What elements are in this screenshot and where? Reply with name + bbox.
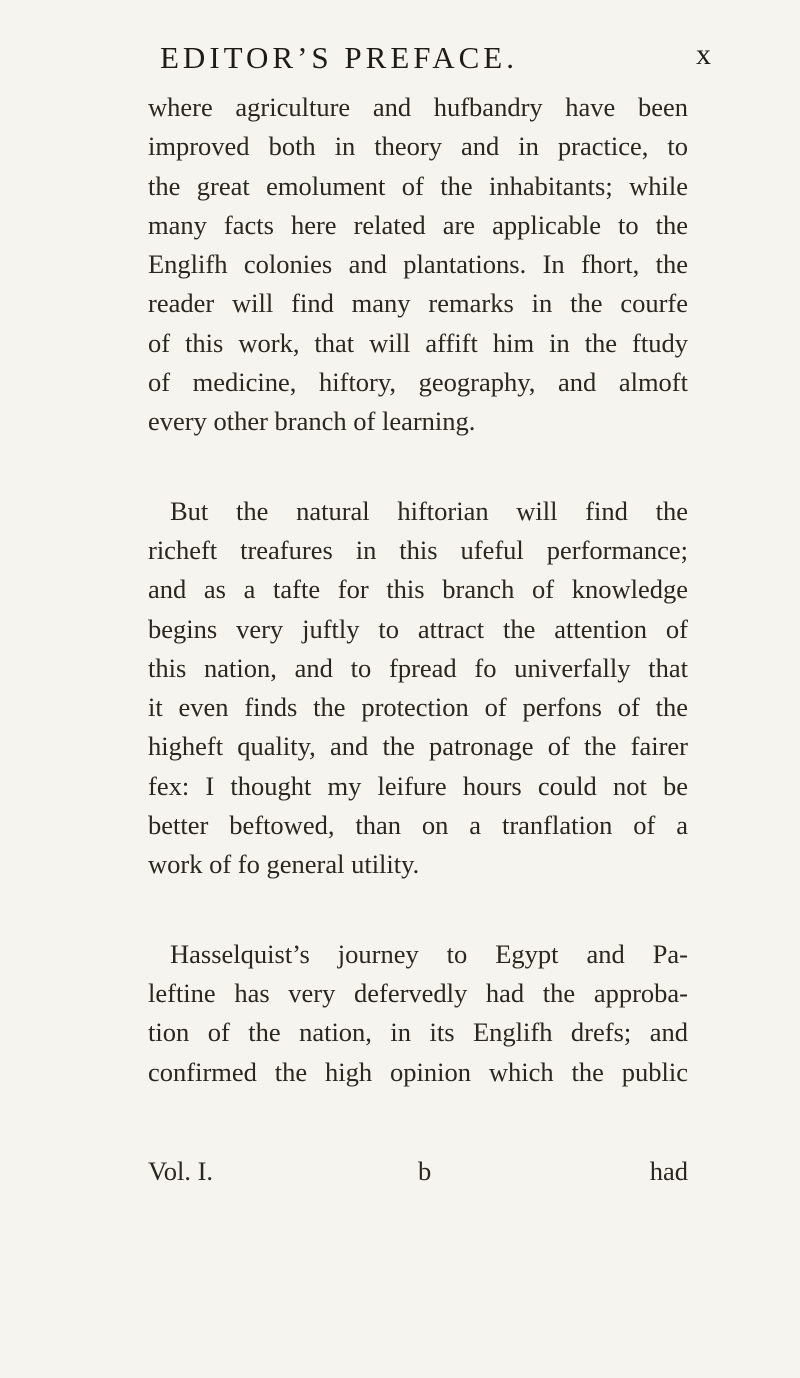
text-line: this nation, and to fpread fo univerfally that: [148, 652, 688, 683]
paragraph-gap: [148, 442, 688, 492]
catchword: had: [649, 1156, 688, 1186]
text-line: many facts here related are applicable to the: [148, 209, 688, 240]
body-text: [148, 88, 688, 1092]
text-line: where agriculture and hufbandry have been: [148, 92, 688, 122]
text-line: fex: I thought my leifure hours could not be: [148, 770, 688, 801]
paragraph-2: [148, 492, 688, 885]
running-head: EDITOR’S PREFACE.: [160, 40, 518, 75]
text-line: better beftowed, than on a tranflation of a: [148, 810, 688, 841]
text-line: higheft quality, and the patronage of the fairer: [148, 731, 688, 762]
text-line: every other branch of learning.: [148, 406, 476, 437]
text-line: But the natural hiftorian will find the: [170, 495, 688, 526]
text-line: reader will find many remarks in the courfe: [148, 288, 688, 319]
signature-mark: b: [418, 1156, 432, 1186]
text-line: it even finds the protection of perfons of the: [148, 692, 688, 723]
text-line: and as a tafte for this branch of knowledge: [148, 574, 688, 605]
paragraph-1: [148, 88, 688, 442]
paragraph-3: [148, 935, 688, 1092]
volume-label: Vol. I.: [148, 1156, 214, 1186]
text-line: leftine has very defervedly had the approba-: [148, 977, 688, 1008]
text-line: richeft treafures in this ufeful performance;: [148, 534, 688, 565]
text-line: of medicine, hiftory, geography, and almoft: [148, 367, 688, 398]
text-line: of this work, that will affift him in the ftudy: [148, 327, 688, 358]
text-line: tion of the nation, in its Englifh drefs; and: [148, 1017, 688, 1048]
page-footer: [148, 1152, 688, 1191]
text-line: the great emolument of the inhabitants; while: [148, 170, 688, 201]
text-line: Hasselquist’s journey to Egypt and Pa-: [170, 938, 688, 969]
text-line: Englifh colonies and plantations. In fhort, the: [148, 249, 688, 280]
text-line: work of fo general utility.: [148, 849, 420, 880]
text-line: begins very juftly to attract the attention of: [148, 613, 688, 644]
text-line: confirmed the high opinion which the public: [148, 1056, 688, 1087]
paragraph-gap: [148, 885, 688, 935]
page-number: x: [696, 38, 711, 71]
text-line: improved both in theory and in practice, to: [148, 131, 688, 162]
